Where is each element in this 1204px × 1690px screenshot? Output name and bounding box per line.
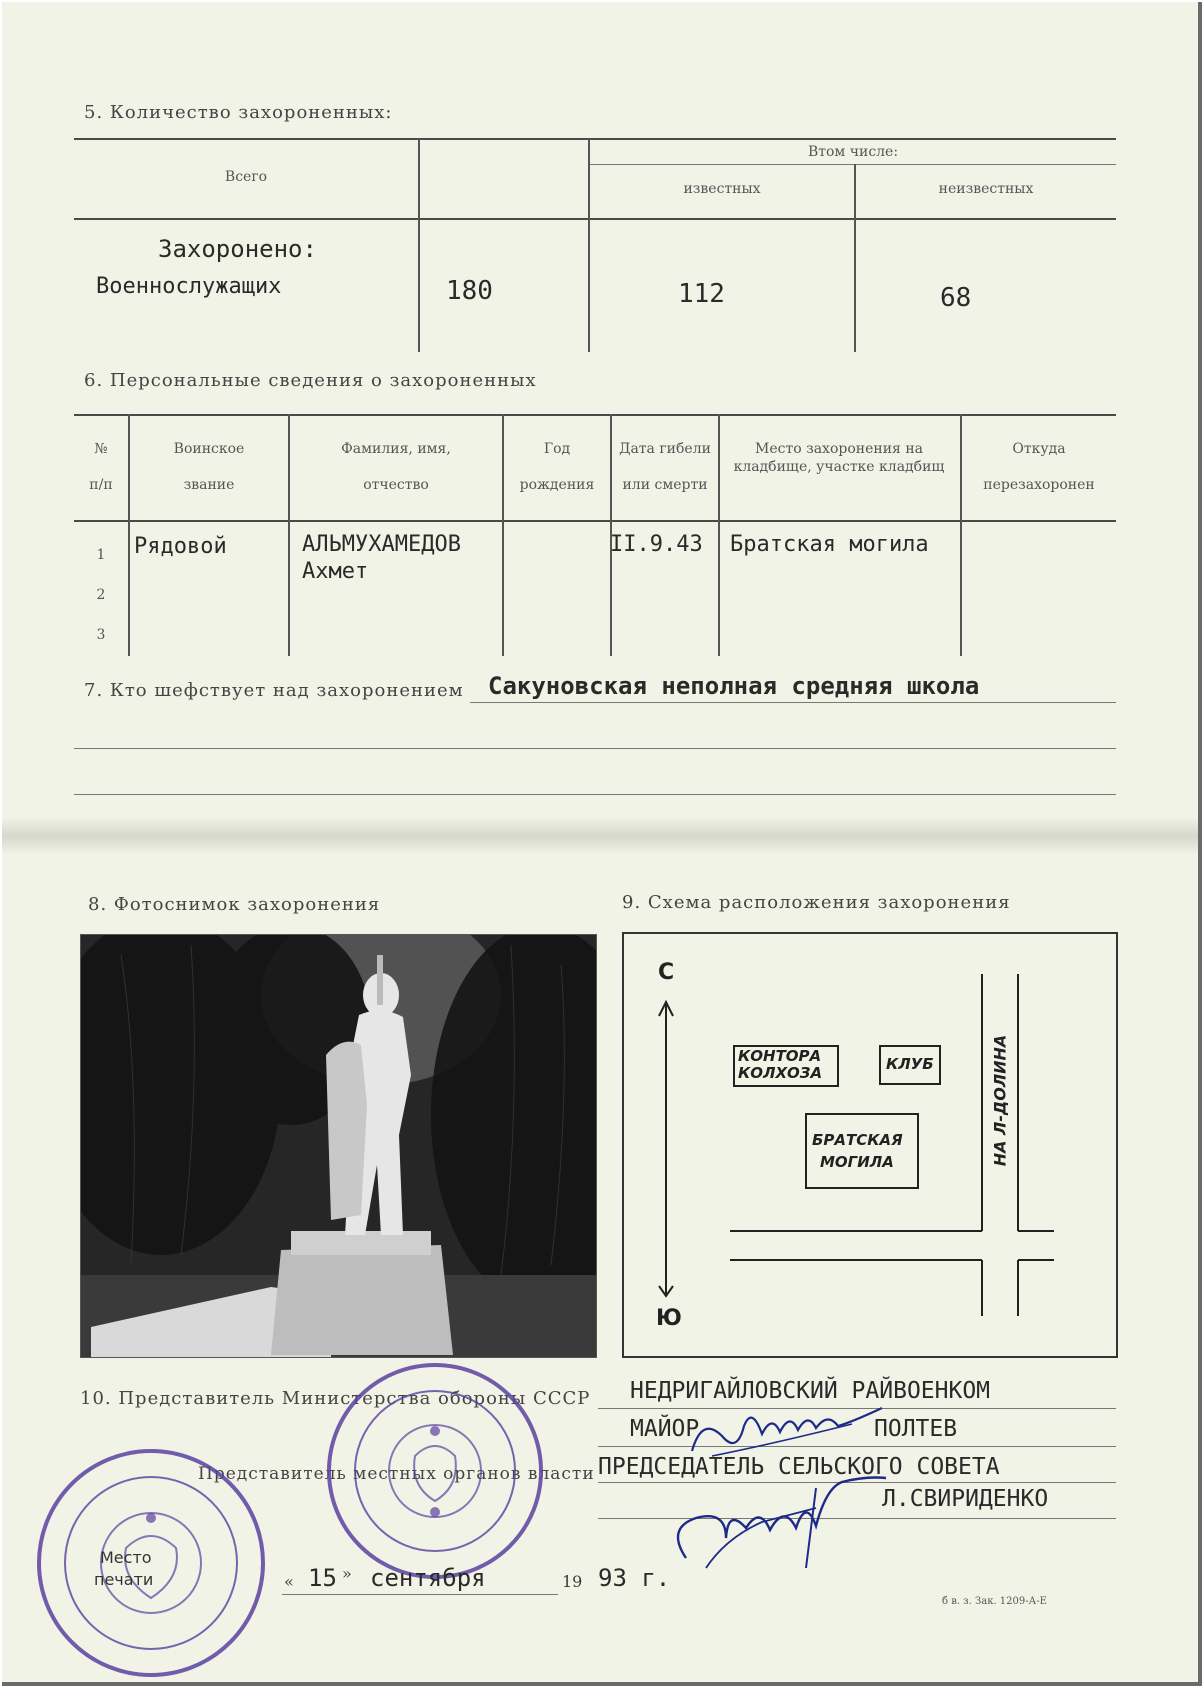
row-number: 3 <box>96 627 106 643</box>
row-rank: Рядовой <box>134 534 227 559</box>
s5-unknown-value: 68 <box>940 283 972 313</box>
s5-total-value: 180 <box>446 276 493 306</box>
s5-row-label-2: Военнослужащих <box>96 274 282 299</box>
s6-h-num-1: № <box>94 441 108 457</box>
north-label: С <box>658 960 675 985</box>
grave-label-1: БРАТСКАЯ <box>812 1131 903 1149</box>
kontora-label-2: КОЛХОЗА <box>738 1064 823 1082</box>
s10-line-2b: ПОЛТЕВ <box>874 1416 958 1442</box>
s5-col-incl-header: Втом числе: <box>807 144 899 160</box>
date-quote-open: « <box>284 1572 294 1591</box>
signature-voenkom <box>682 1396 902 1466</box>
kontora-label-1: КОНТОРА <box>738 1047 822 1065</box>
s10-line-3: ПРЕДСЕДАТЕЛЬ СЕЛЬСКОГО СОВЕТА <box>598 1454 1000 1480</box>
section8-title: 8. Фотоснимок захоронения <box>88 894 381 915</box>
date-quote-close: » <box>342 1564 352 1583</box>
date-year: 93 г. <box>598 1564 671 1592</box>
s6-h-death-2: или смерти <box>622 477 708 493</box>
s5-col2 <box>588 138 590 352</box>
s5-known-value: 112 <box>678 279 725 309</box>
row-number: 1 <box>96 547 106 563</box>
s10-line-2a: МАЙОР <box>630 1416 700 1442</box>
s6-h-name-2: отчество <box>363 477 429 493</box>
road-label: НА Л-ДОЛИНА <box>990 1034 1010 1167</box>
s7-line-3 <box>74 794 1116 795</box>
s10-line-1: НЕДРИГАЙЛОВСКИЙ РАЙВОЕНКОМ <box>630 1378 991 1404</box>
stamp-place-label-1: Место <box>100 1548 152 1567</box>
s7-line-2 <box>74 748 1116 749</box>
s5-top-rule <box>74 138 1116 140</box>
burial-record-page <box>2 2 1202 1686</box>
s10-local-label: Представитель местных органов власти <box>198 1464 595 1484</box>
s5-col-unknown-header: неизвестных <box>938 181 1034 197</box>
paper-fold <box>2 817 1198 855</box>
date-day: 15 <box>308 1564 337 1592</box>
row-number: 2 <box>96 587 106 603</box>
s6-h-death-1: Дата гибели <box>619 441 711 457</box>
section6-title: 6. Персональные сведения о захороненных <box>84 370 537 391</box>
row-place: Братская могила <box>730 532 929 557</box>
date-month: сентября <box>370 1564 486 1592</box>
section7-value: Сакуновская неполная средняя школа <box>488 672 980 700</box>
s5-row-label-1: Захоронено: <box>158 235 317 263</box>
klub-label: КЛУБ <box>886 1055 934 1073</box>
grave-label-2: МОГИЛА <box>820 1153 894 1171</box>
s5-col-known-header: известных <box>683 181 761 197</box>
s6-col5 <box>718 414 720 656</box>
section7-title: 7. Кто шефствует над захоронением <box>84 680 464 701</box>
row-death: II.9.43 <box>610 532 703 557</box>
location-scheme <box>622 932 1118 1358</box>
s6-h-rank-2: звание <box>183 477 235 493</box>
date-year-prefix: 19 <box>562 1572 583 1591</box>
memorial-statue-image <box>81 935 596 1357</box>
row-name-1: АЛЬМУХАМЕДОВ <box>302 532 461 557</box>
s6-h-place: Место захоронения на кладбище, участке кладбищ <box>733 441 945 475</box>
row-name-2: Ахмет <box>302 559 369 584</box>
s6-h-from-2: перезахоронен <box>983 477 1095 493</box>
section9-title: 9. Схема расположения захоронения <box>622 892 1011 913</box>
s5-sub-rule <box>590 164 1116 165</box>
print-footer: б в. з. Зак. 1209-А-Е <box>942 1596 1047 1607</box>
s6-h-num-2: п/п <box>89 477 113 493</box>
s10-line-4: Л.СВИРИДЕНКО <box>882 1486 1049 1512</box>
s6-h-birth-1: Год <box>543 441 571 457</box>
date-rule <box>282 1594 558 1595</box>
section10-title: 10. Представитель Министерства обороны СССР <box>80 1388 591 1409</box>
stamp-place-label-2: печати <box>94 1570 154 1589</box>
south-label: Ю <box>656 1306 682 1331</box>
signature-chairman <box>666 1468 896 1578</box>
military-commissariat-stamp <box>320 1356 550 1586</box>
s5-col-total-header: Всего <box>224 169 268 185</box>
s6-h-name-1: Фамилия, имя, <box>341 441 451 457</box>
s6-h-from-1: Откуда <box>1012 441 1066 457</box>
s7-line-1 <box>470 702 1116 703</box>
s5-col1 <box>418 138 420 352</box>
memorial-photo <box>80 934 597 1358</box>
section5-title: 5. Количество захороненных: <box>84 102 393 123</box>
s6-h-birth-2: рождения <box>519 477 595 493</box>
s6-h-rank-1: Воинское <box>173 441 245 457</box>
s5-header-rule <box>74 218 1116 220</box>
